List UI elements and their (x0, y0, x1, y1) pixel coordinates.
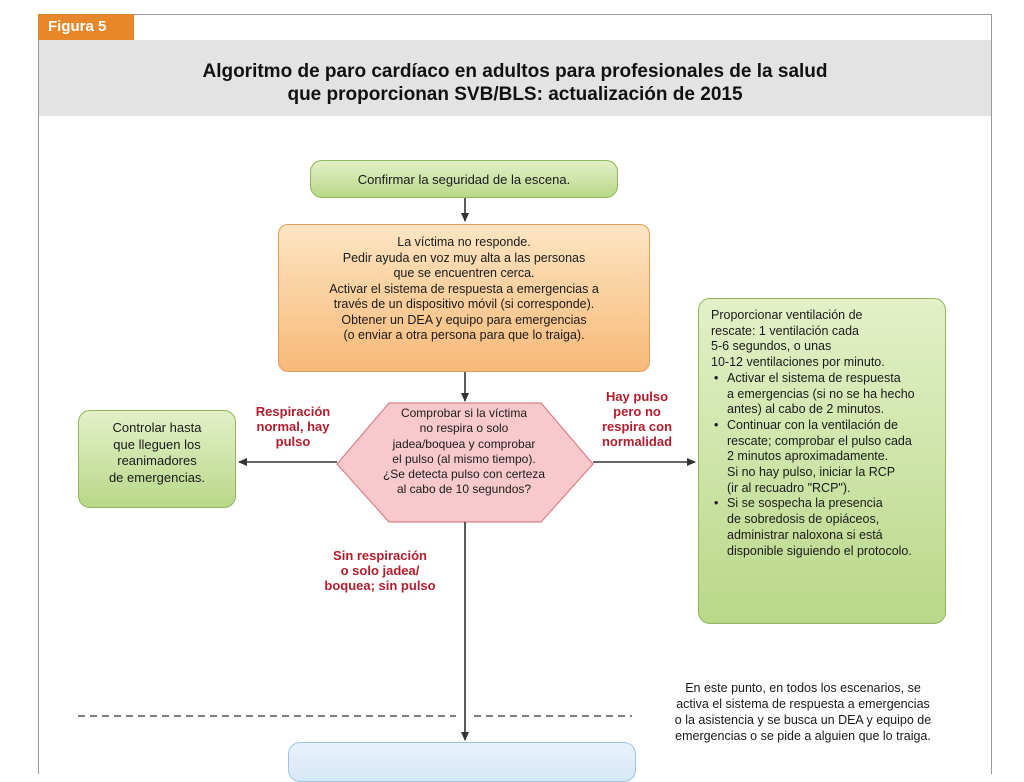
bullet-line: • Si se sospecha la presencia (727, 496, 883, 511)
figure-title-line-2: que proporcionan SVB/BLS: actualización de 2015 (287, 84, 743, 105)
rescue-bullet (711, 496, 935, 559)
unresponsive-box (278, 224, 650, 372)
unresponsive-line: Activar el sistema de respuesta a emergencias a (329, 281, 599, 296)
unresponsive-line: través de un dispositivo móvil (si corresponde). (333, 297, 595, 311)
rescue-breathing-box (698, 298, 946, 624)
monitor-line: reanimadores (117, 453, 197, 468)
bullet-line: de sobredosis de opiáceos, (727, 512, 880, 527)
unresponsive-line: La víctima no responde. (397, 235, 531, 249)
rescue-bullet-list (711, 371, 935, 559)
note-line: En este punto, en todos los escenarios, se (685, 681, 921, 695)
monitor-line: Controlar hasta (112, 420, 202, 435)
rescue-intro-line: Proporcionar ventilación de (711, 308, 863, 322)
rescue-bullet (711, 371, 935, 418)
edge-label-line: o solo jadea/ (340, 563, 420, 578)
edge-label-line: respira con (601, 419, 673, 434)
edge-label-line: Respiración (255, 404, 331, 419)
check-line: al cabo de 10 segundos? (396, 482, 532, 497)
check-breathing-pulse-text (370, 406, 558, 498)
bullet-line: 2 minutos aproximadamente. (727, 449, 889, 464)
monitor-box (78, 410, 236, 508)
unresponsive-line: que se encuentren cerca. (393, 266, 535, 280)
bullet-line: • Activar el sistema de respuesta (727, 370, 901, 385)
unresponsive-line: (o enviar a otra persona para que lo traiga). (343, 328, 585, 342)
edge-label-line: boquea; sin pulso (324, 578, 436, 593)
note-line: activa el sistema de respuesta a emergencias (676, 697, 930, 711)
bullet-line: administrar naloxona si está (727, 527, 883, 542)
edge-label-line: Hay pulso (605, 389, 669, 404)
rescue-intro-line: 10-12 ventilaciones por minuto. (711, 355, 885, 370)
check-line: el pulso (al mismo tiempo). (392, 451, 536, 466)
next-step-box (288, 742, 636, 782)
edge-label-line: pero no (613, 404, 661, 419)
check-line: no respira o solo (419, 421, 509, 436)
bullet-line: Si no hay pulso, iniciar la RCP (727, 465, 896, 480)
monitor-line: que lleguen los (113, 436, 201, 452)
bullet-line: antes) al cabo de 2 minutos. (727, 402, 885, 417)
check-line: jadea/boquea y comprobar (392, 436, 536, 451)
bullet-line: a emergencias (si no se ha hecho (727, 386, 915, 401)
edge-label-pulse-abnormal-breathing (586, 389, 688, 449)
unresponsive-line: Obtener un DEA y equipo para emergencias (341, 312, 587, 327)
edge-label-line: normal, hay (256, 419, 330, 434)
figure-title-line-1: Algoritmo de paro cardíaco en adultos para profesionales de la salud (202, 61, 828, 82)
bullet-line: disponible siguiendo el protocolo. (727, 543, 912, 558)
note-line: o la asistencia y se busca un DEA y equipo de (674, 713, 932, 727)
edge-label-normal-breathing (238, 404, 348, 449)
note-line: emergencias o se pide a alguien que lo traiga. (675, 729, 931, 743)
check-line: Comprobar si la víctima (400, 406, 528, 420)
unresponsive-line: Pedir ayuda en voz muy alta a las personas (342, 250, 586, 265)
edge-label-line: Sin respiración (333, 548, 427, 563)
check-line: ¿Se detecta pulso con certeza (382, 467, 546, 482)
edge-label-line: pulso (275, 434, 311, 449)
confirm-scene-box: Confirmar la seguridad de la escena. (310, 160, 618, 198)
scenario-note (646, 680, 960, 744)
rescue-intro-line: rescate: 1 ventilación cada (711, 323, 860, 338)
edge-label-no-breathing-no-pulse (300, 548, 460, 593)
figure-label: Figura 5 (38, 14, 134, 40)
monitor-line: de emergencias. (108, 469, 206, 485)
rescue-bullet (711, 418, 935, 497)
bullet-line: • Continuar con la ventilación de (727, 417, 898, 432)
rescue-intro-line: 5-6 segundos, o unas (711, 339, 832, 354)
edge-label-line: normalidad (601, 434, 673, 449)
bullet-line: (ir al recuadro "RCP"). (727, 480, 851, 495)
bullet-line: rescate; comprobar el pulso cada (727, 433, 912, 448)
